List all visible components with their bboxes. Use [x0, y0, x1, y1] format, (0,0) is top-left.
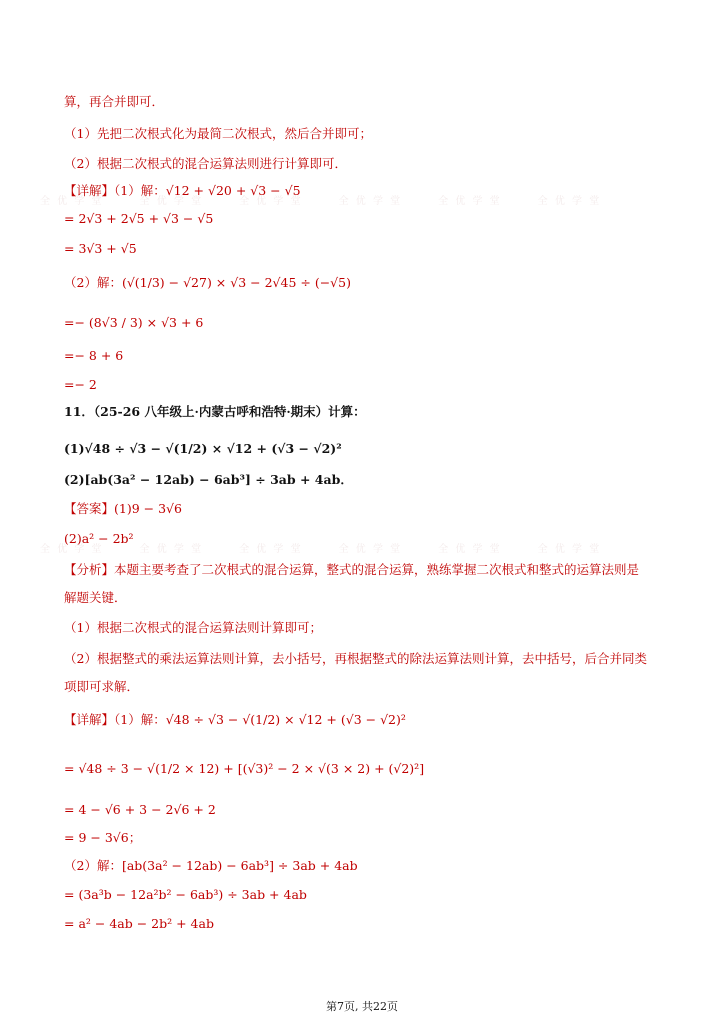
text-line: =− 8 + 6	[64, 348, 124, 363]
text-line: 【分析】本题主要考查了二次根式的混合运算，整式的混合运算，熟练掌握二次根式和整式的运算法则是	[64, 562, 640, 577]
text-line: （2）根据二次根式的混合运算法则进行计算即可．	[64, 156, 347, 171]
text-line: = 2√3 + 2√5 + √3 − √5	[64, 211, 214, 226]
text-line: 【详解】（1）解：√12 + √20 + √3 − √5	[64, 183, 301, 198]
text-line: 项即可求解．	[64, 679, 140, 694]
text-line: （1）根据二次根式的混合运算法则计算即可；	[64, 620, 322, 635]
watermark-strip: 全 优 学 堂 全 优 学 堂 全 优 学 堂 全 优 学 堂 全 优 学 堂 全 优 学 堂	[40, 544, 602, 555]
text-line: (1)√48 ÷ √3 − √(1/2) × √12 + (√3 − √2)²	[64, 441, 342, 456]
text-line: （2）解：(√(1/3) − √27) × √3 − 2√45 ÷ (−√5)	[64, 275, 351, 290]
text-line: （2）根据整式的乘法运算法则计算，去小括号，再根据整式的除法运算法则计算，去中括号，后合并同类	[64, 651, 647, 666]
watermark-strip: 全 优 学 堂 全 优 学 堂 全 优 学 堂 全 优 学 堂 全 优 学 堂 全 优 学 堂	[40, 196, 602, 207]
text-line: = 3√3 + √5	[64, 241, 137, 256]
text-line: 解题关键．	[64, 590, 127, 605]
page-footer: 第7页, 共22页	[326, 1000, 398, 1013]
text-line: （1）先把二次根式化为最简二次根式，然后合并即可；	[64, 126, 372, 141]
text-line: 【详解】（1）解：√48 ÷ √3 − √(1/2) × √12 + (√3 − √2)²	[64, 712, 406, 727]
text-line: (2)a² − 2b²	[64, 531, 134, 546]
text-line: = 9 − 3√6；	[64, 830, 142, 845]
text-line: = a² − 4ab − 2b² + 4ab	[64, 916, 214, 931]
text-line: (2)[ab(3a² − 12ab) − 6ab³] ÷ 3ab + 4ab．	[64, 472, 353, 487]
text-line: = (3a³b − 12a²b² − 6ab³) ÷ 3ab + 4ab	[64, 887, 307, 902]
text-line: 【答案】(1)9 − 3√6	[64, 501, 182, 516]
text-line: 11．（25-26 八年级上·内蒙古呼和浩特·期末）计算：	[64, 404, 366, 419]
text-line: =− (8√3 / 3) × √3 + 6	[64, 315, 204, 330]
text-line: （2）解：[ab(3a² − 12ab) − 6ab³] ÷ 3ab + 4ab	[64, 858, 358, 873]
text-line: 算，再合并即可．	[64, 94, 165, 109]
text-line: = 4 − √6 + 3 − 2√6 + 2	[64, 802, 216, 817]
text-line: =− 2	[64, 377, 97, 392]
text-line: = √48 ÷ 3 − √(1/2 × 12) + [(√3)² − 2 × √(3 × 2) + (√2)²]	[64, 761, 425, 776]
